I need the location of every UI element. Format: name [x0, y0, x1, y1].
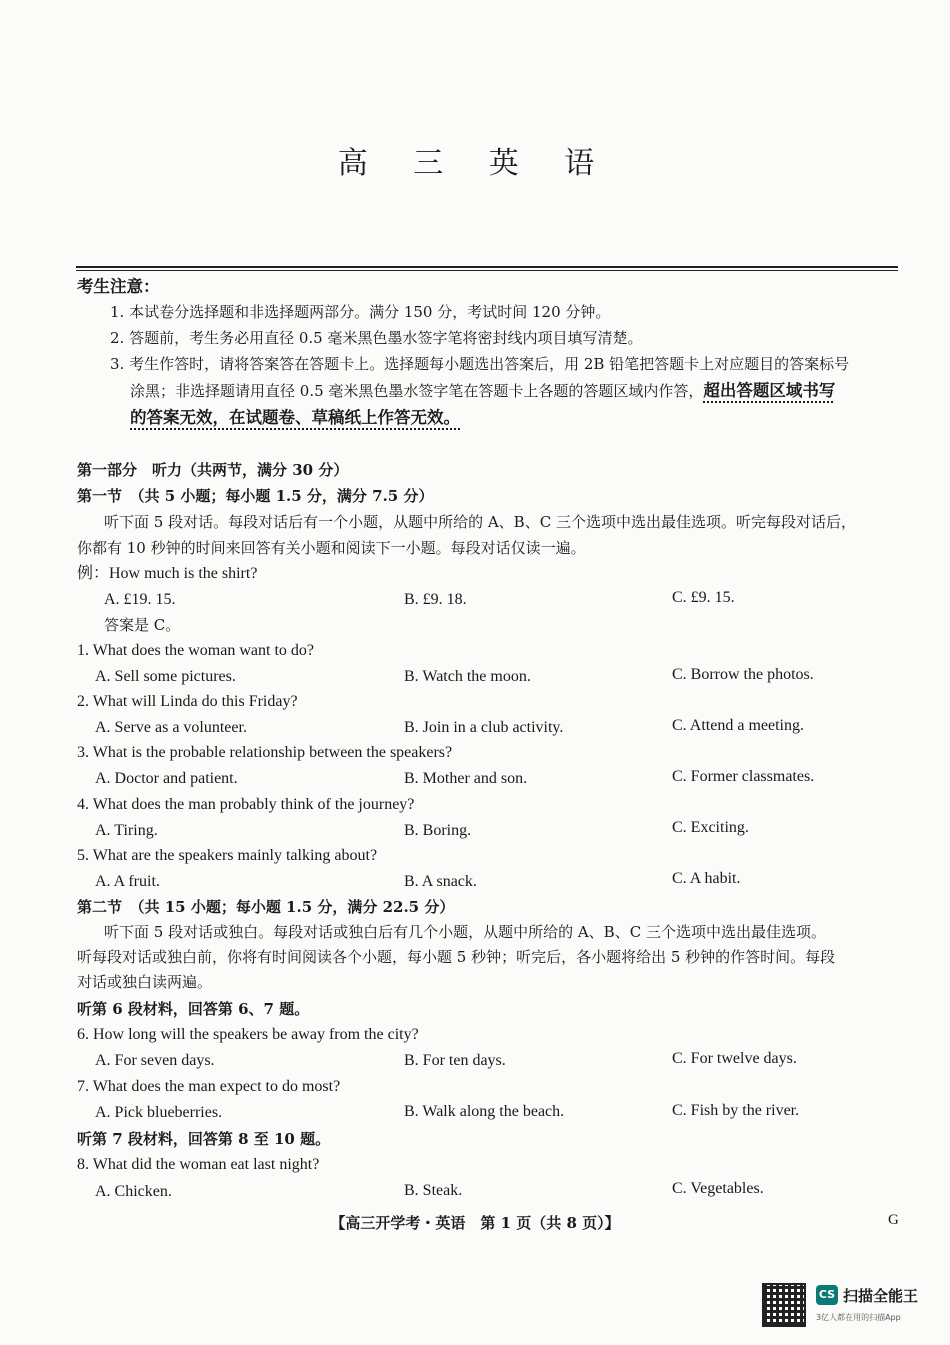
page-code: G — [888, 1212, 899, 1228]
q3-option-c: C. Former classmates. — [672, 768, 815, 785]
notice-item-3-text: 涂黑；非选择题请用直径 0.5 毫米黑色墨水签字笔在答题卡上各题的答题区域内作答， — [130, 382, 704, 400]
material-6-heading: 听第 6 段材料，回答第 6、7 题。 — [77, 1000, 310, 1018]
q7-option-c: C. Fish by the river. — [672, 1102, 800, 1119]
qr-code — [762, 1283, 806, 1327]
q6-option-c: C. For twelve days. — [672, 1050, 797, 1067]
q4-option-a: A. Tiring. — [95, 822, 158, 839]
section1-instructions-2: 你都有 10 秒钟的时间来回答有关小题和阅读下一小题。每段对话仅读一遍。 — [77, 539, 586, 557]
notice-heading: 考生注意： — [77, 277, 160, 296]
q5-option-b: B. A snack. — [404, 873, 477, 890]
q1-option-a: A. Sell some pictures. — [95, 668, 236, 685]
section2-heading: 第二节 （共 15 小题；每小题 1.5 分，满分 22.5 分） — [77, 898, 455, 916]
material-7-heading: 听第 7 段材料，回答第 8 至 10 题。 — [77, 1130, 331, 1148]
example-option-b: B. £9. 18. — [404, 591, 467, 608]
question-5: 5. What are the speakers mainly talking about? — [77, 847, 378, 864]
question-7: 7. What does the man expect to do most? — [77, 1078, 341, 1095]
q4-option-b: B. Boring. — [404, 822, 472, 839]
question-2: 2. What will Linda do this Friday? — [77, 693, 298, 710]
section1-heading: 第一节 （共 5 小题；每小题 1.5 分，满分 7.5 分） — [77, 487, 434, 505]
section1-instructions-1: 听下面 5 段对话。每段对话后有一个小题，从题中所给的 A、B、C 三个选项中选出最佳选项。听完每段对话后， — [104, 513, 856, 531]
question-6: 6. How long will the speakers be away from the city? — [77, 1026, 419, 1043]
notice-emphasis-b: 的答案无效，在试题卷、草稿纸上作答无效。 — [130, 408, 460, 427]
example-option-c: C. £9. 15. — [672, 589, 735, 606]
q8-option-b: B. Steak. — [404, 1182, 463, 1199]
q2-option-b: B. Join in a club activity. — [404, 719, 564, 736]
question-1: 1. What does the woman want to do? — [77, 642, 314, 659]
q2-option-a: A. Serve as a volunteer. — [95, 719, 247, 736]
question-3: 3. What is the probable relationship between the speakers? — [77, 744, 453, 761]
part1-heading: 第一部分 听力（共两节，满分 30 分） — [77, 461, 349, 479]
section2-instructions-1: 听下面 5 段对话或独白。每段对话或独白后有几个小题，从题中所给的 A、B、C 三个选项中选出最佳选项。 — [104, 923, 826, 941]
notice-item-3-cont — [130, 381, 835, 401]
camscanner-logo-icon: CS — [816, 1285, 838, 1305]
q6-option-b: B. For ten days. — [404, 1052, 506, 1069]
exam-title: 高 三 英 语 — [337, 146, 613, 181]
question-8: 8. What did the woman eat last night? — [77, 1156, 320, 1173]
q1-option-b: B. Watch the moon. — [404, 668, 531, 685]
example-answer: 答案是 C。 — [104, 616, 181, 634]
camscanner-tagline: 3亿人都在用的扫描App — [816, 1313, 901, 1322]
page-footer: 【高三开学考・英语 第 1 页（共 8 页）】 — [330, 1214, 620, 1232]
q5-option-a: A. A fruit. — [95, 873, 160, 890]
notice-emphasis-a: 超出答题区域书写 — [703, 381, 836, 400]
notice-item-2: 2. 答题前，考生务必用直径 0.5 毫米黑色墨水签字笔将密封线内项目填写清楚。 — [110, 329, 643, 347]
q7-option-b: B. Walk along the beach. — [404, 1103, 565, 1120]
q5-option-c: C. A habit. — [672, 870, 741, 887]
notice-item-1: 1. 本试卷分选择题和非选择题两部分。满分 150 分，考试时间 120 分钟。 — [110, 303, 611, 321]
header-rule — [76, 266, 898, 271]
question-4: 4. What does the man probably think of the journey? — [77, 796, 415, 813]
example-option-a: A. £19. 15. — [104, 591, 176, 608]
q1-option-c: C. Borrow the photos. — [672, 666, 814, 683]
example-question: 例：How much is the shirt? — [77, 565, 258, 582]
section2-instructions-3: 对话或独白读两遍。 — [77, 973, 213, 991]
camscanner-name: 扫描全能王 — [843, 1287, 919, 1305]
q7-option-a: A. Pick blueberries. — [95, 1104, 223, 1121]
q8-option-c: C. Vegetables. — [672, 1180, 764, 1197]
q3-option-a: A. Doctor and patient. — [95, 770, 238, 787]
q4-option-c: C. Exciting. — [672, 819, 749, 836]
section2-instructions-2: 听每段对话或独白前，你将有时间阅读各个小题，每小题 5 秒钟；听完后，各小题将给出 5 秒钟的作答时间。每段 — [77, 948, 836, 966]
q2-option-c: C. Attend a meeting. — [672, 717, 804, 734]
notice-item-3: 3. 考生作答时，请将答案答在答题卡上。选择题每小题选出答案后，用 2B 铅笔把答题卡上对应题目的答案标号 — [110, 355, 850, 373]
q6-option-a: A. For seven days. — [95, 1052, 215, 1069]
q8-option-a: A. Chicken. — [95, 1183, 172, 1200]
q3-option-b: B. Mother and son. — [404, 770, 528, 787]
